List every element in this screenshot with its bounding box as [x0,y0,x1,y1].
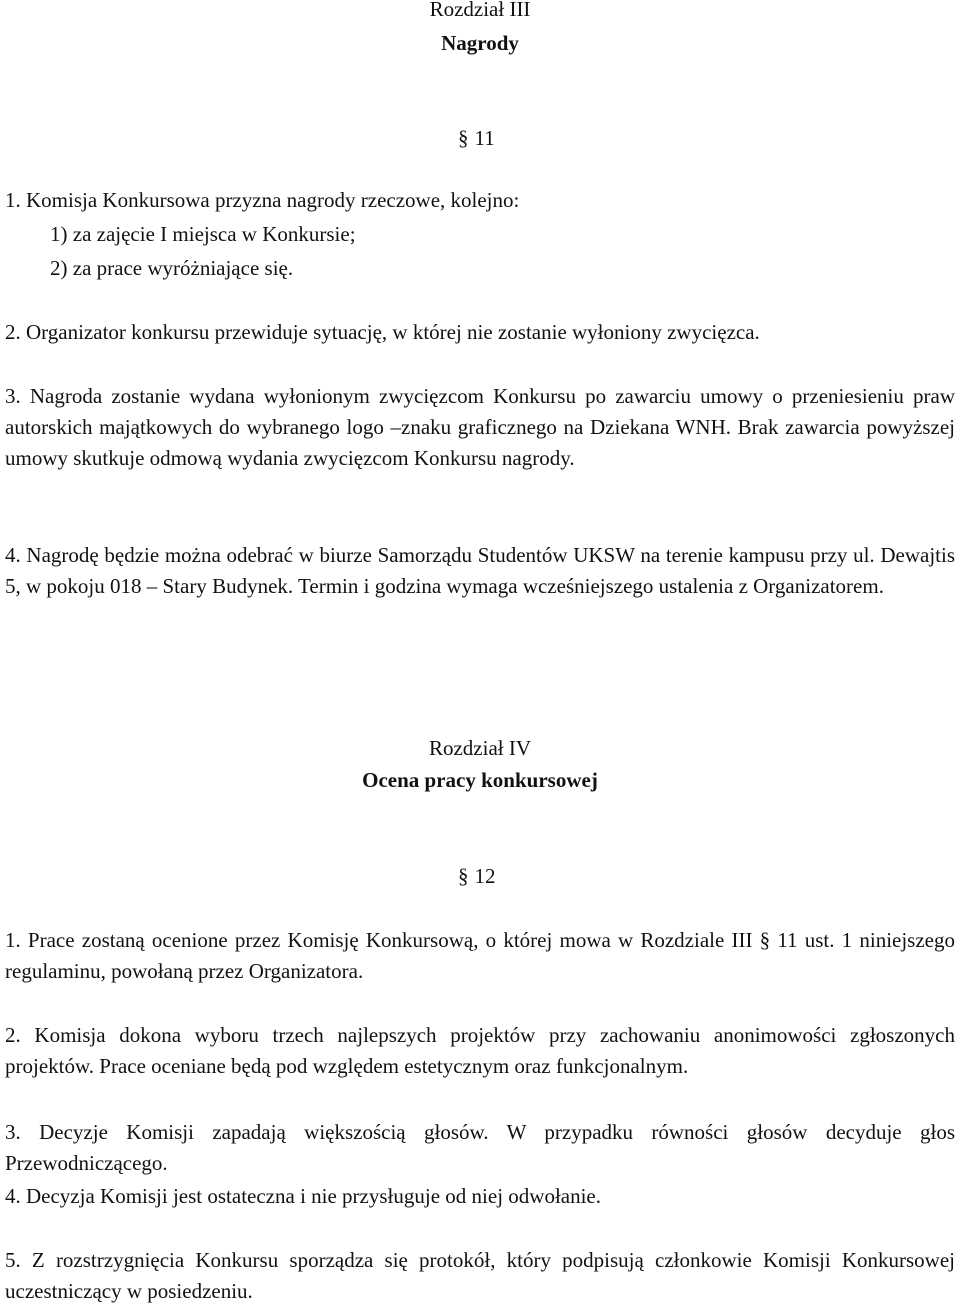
section-12-heading [458,864,496,888]
ch3-paragraph-1-item-1: 1) za zajęcie I miejsca w Konkursie; [50,222,356,246]
ch4-paragraph-2: 2. Komisja dokona wyboru trzech najlepszych projektów przy zachowaniu anonimowości zgłoszonych projektów. Prace oceniane będą pod względem estetycznym oraz funkcjonalnym. [5,1023,955,1078]
section-number: 11 [474,126,495,150]
ch3-paragraph-2: 2. Organizator konkursu przewiduje sytuację, w której nie zostanie wyłoniony zwycięzca. [5,320,760,344]
chapter-4-heading: Rozdział IV [428,736,532,760]
ch3-paragraph-1-item-2: 2) za prace wyróżniające się. [50,256,294,280]
chapter-3-title: Nagrody [441,31,519,55]
ch4-paragraph-5: 5. Z rozstrzygnięcia Konkursu sporządza się protokół, który podpisują członkowie Komisji Konkursowej uczestniczący w posiedzeniu. [5,1248,955,1303]
chapter-4-title: Ocena pracy konkursowej [362,768,598,792]
section-sign: § [458,126,469,150]
section-sign: § [458,864,469,888]
ch4-paragraph-1: 1. Prace zostaną ocenione przez Komisję Konkursową, o której mowa w Rozdziale III § 11 ust. 1 niniejszego regulaminu, powołaną przez Organizatora. [5,928,955,983]
chapter-3-heading: Rozdział III [429,0,531,21]
ch3-paragraph-1: 1. Komisja Konkursowa przyzna nagrody rzeczowe, kolejno: [5,188,520,212]
ch3-paragraph-3: 3. Nagroda zostanie wydana wyłonionym zwycięzcom Konkursu po zawarciu umowy o przeniesieniu praw autorskich majątkowych do wybranego logo –znaku graficznego na Dziekana WNH. Brak zawarcia powyższej umowy skutkuje odmową wydania zwycięzcom Konkursu nagrody. [5,384,955,470]
ch3-paragraph-4: 4. Nagrodę będzie można odebrać w biurze Samorządu Studentów UKSW na terenie kampusu przy ul. Dewajtis 5, w pokoju 018 – Stary Budynek. Termin i godzina wymaga wcześniejszego ustalenia z Organizatorem. [5,543,955,598]
section-11-heading [458,126,495,150]
section-number: 12 [474,864,496,888]
ch4-paragraph-3: 3. Decyzje Komisji zapadają większością głosów. W przypadku równości głosów decyduje głos Przewodniczącego. [5,1120,955,1175]
ch4-paragraph-4: 4. Decyzja Komisji jest ostateczna i nie przysługuje od niej odwołanie. [5,1184,601,1208]
